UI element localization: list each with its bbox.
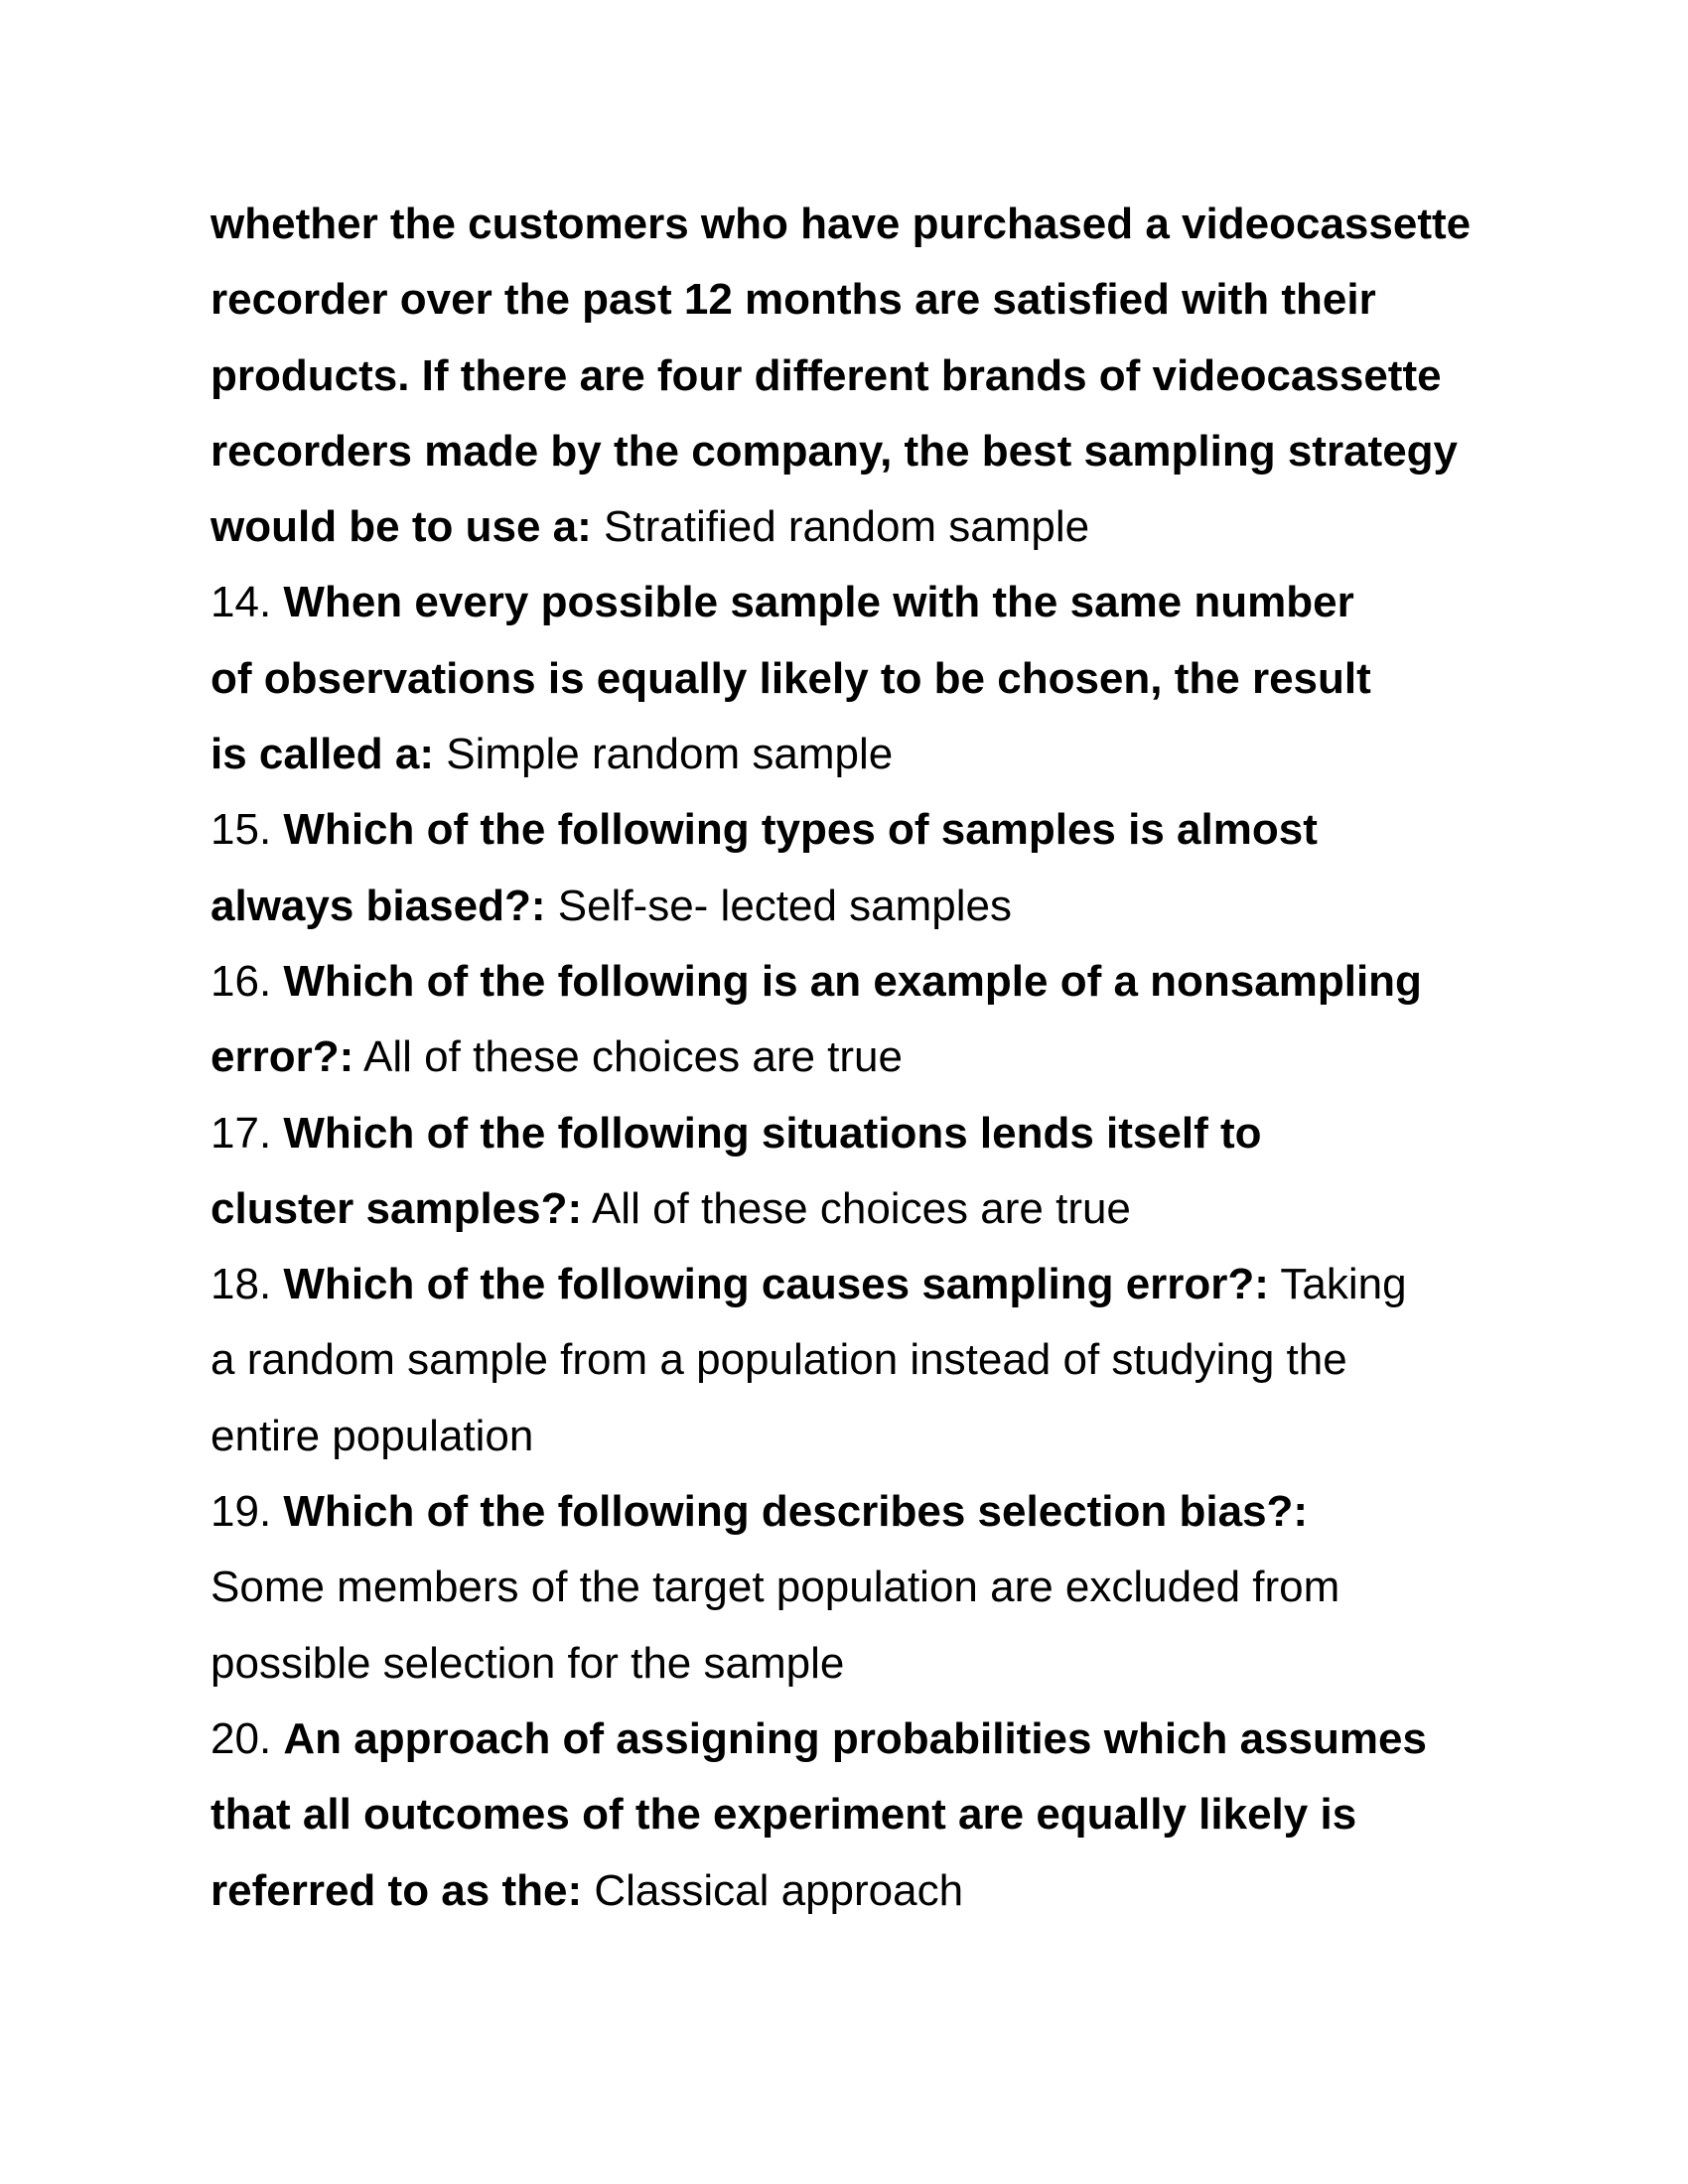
question-answer-line <box>211 489 1501 565</box>
document-page <box>211 187 1501 1929</box>
question-text-line: products. If there are four different brands of videocassette <box>211 350 1442 400</box>
question-number: 15. <box>211 805 272 855</box>
question-text-line: whether the customers who have purchased a videocassette <box>211 200 1472 248</box>
question-answer-line <box>211 869 1501 944</box>
question-text: Which of the following is an example of a nonsampling <box>283 956 1422 1006</box>
question-answer-line <box>211 1853 1501 1929</box>
question-18-line <box>211 1247 1501 1322</box>
question-text: referred to as the: <box>211 1865 583 1915</box>
question-text-line: recorder over the past 12 months are satisfied with their <box>211 275 1376 325</box>
question-answer-line <box>211 717 1501 792</box>
question-text: Which of the following situations lends itself to <box>283 1108 1262 1158</box>
question-text: error?: <box>211 1032 354 1082</box>
question-20-line <box>211 1702 1501 1777</box>
question-text: An approach of assigning probabilities which assumes <box>283 1713 1427 1763</box>
question-text: always biased?: <box>211 881 546 930</box>
question-14-line <box>211 565 1501 640</box>
answer-text-line: a random sample from a population instead of studying the <box>211 1335 1347 1385</box>
question-text-line: of observations is equally likely to be chosen, the result <box>211 653 1371 703</box>
question-number: 16. <box>211 956 272 1006</box>
question-text: cluster samples?: <box>211 1183 583 1233</box>
question-19-line <box>211 1474 1501 1550</box>
answer-text-line: entire population <box>211 1411 534 1460</box>
question-answer-line <box>211 1171 1501 1247</box>
question-number: 14. <box>211 578 272 627</box>
question-text: Which of the following describes selection bias?: <box>283 1487 1309 1537</box>
question-17-line <box>211 1096 1501 1171</box>
answer-text: Simple random sample <box>446 730 894 779</box>
answer-text: Self-se- lected samples <box>557 881 1013 930</box>
question-text-line: that all outcomes of the experiment are equally likely is <box>211 1790 1357 1840</box>
question-number: 17. <box>211 1108 272 1158</box>
question-16-line <box>211 944 1501 1020</box>
answer-text: Taking <box>1280 1260 1407 1309</box>
question-number: 18. <box>211 1260 272 1309</box>
answer-text: All of these choices are true <box>363 1032 903 1082</box>
answer-text: Stratified random sample <box>604 502 1090 552</box>
question-text: Which of the following types of samples is almost <box>283 805 1318 855</box>
question-text: When every possible sample with the same number <box>283 578 1354 627</box>
question-answer-line <box>211 1020 1501 1095</box>
question-number: 20. <box>211 1713 272 1763</box>
question-text: Which of the following causes sampling error?: <box>283 1260 1269 1309</box>
question-15-line <box>211 792 1501 868</box>
question-text-line: recorders made by the company, the best sampling strategy <box>211 426 1459 476</box>
answer-text: Classical approach <box>594 1865 964 1915</box>
answer-text: All of these choices are true <box>591 1183 1131 1233</box>
question-text: would be to use a: <box>211 502 592 552</box>
question-number: 19. <box>211 1487 272 1537</box>
question-text: is called a: <box>211 730 435 779</box>
answer-text-line: possible selection for the sample <box>211 1638 845 1688</box>
answer-text-line: Some members of the target population are excluded from <box>211 1563 1340 1612</box>
